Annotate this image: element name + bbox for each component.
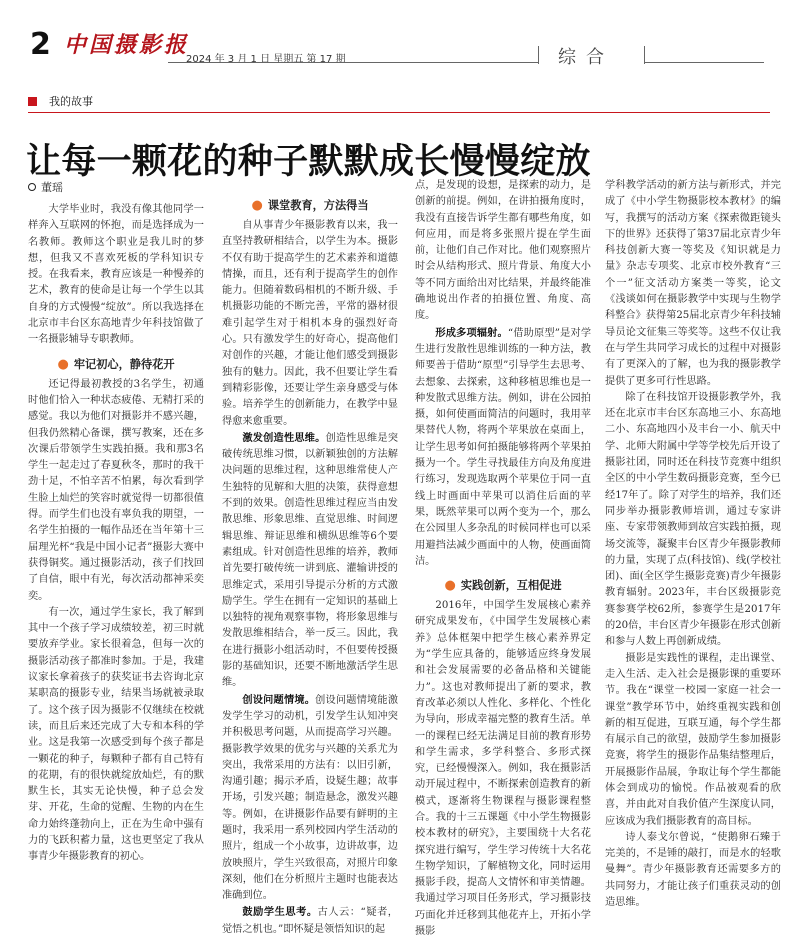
subheading bbox=[222, 197, 398, 213]
paragraph-text: 还记得最初教授的3名学生，初通时他们恰入一种状态疲倦、无精打采的感觉。我以为他们对摄影并不感兴趣，但我仍然精心备课，撰写教案，还在多次课后带领学生实践拍摄。我和那3名学生一起走过了春夏秋冬，那时的我干劲十足，不怕辛苦不怕累，每次看到学生脸上灿烂的笑容时就觉得一切都很值得。而学生们也没有辜负我的期望，一名学生拍摄的一幅作品还在当年第十三届理光杯“我是中国小记者”摄影大赛中获得铜奖。通过摄影活动，孩子们找回了自信，眼中有光，每次活动都神采奕奕。 bbox=[28, 378, 204, 602]
paragraph bbox=[222, 904, 398, 938]
paragraph-text: 除了在科技馆开设摄影教学外，我还在北京市丰台区东高地三小、东高地二小、东高地四小及丰台一小、航天中学、北师大附属中学等学校先后开设了摄影社团，同时还在科技节竞赛中组织全区的中小学生数码摄影竞赛，至今已经17年了。除了对学生的培养，我们还同步举办摄影教师培训，通过专家讲座、专家带领教师到故宫实践拍摄，现场交流等，凝聚丰台区青少年摄影教师的力量，实现了点(科技馆)、线(学校社团)、面(全区学生摄影竞赛)青少年摄影教育辐射。2023年，丰台区级摄影竞赛参赛学校62所，参赛学生是2017年的20倍，丰台区青少年摄影在形式创新和参与人数上再创新成绩。 bbox=[605, 391, 781, 648]
paragraph-lead: 形成多项辐射。 bbox=[435, 326, 508, 339]
tag-square-icon bbox=[28, 97, 37, 106]
newspaper-logo: 中国摄影报 bbox=[64, 32, 190, 58]
subheading-text: 实践创新，互相促进 bbox=[460, 579, 562, 593]
paragraph-text: 学科教学活动的新方法与新形式，并完成了《中小学生物摄影校本教材》的编写，我撰写的活动方案《探索微距镜头下的世界》还获得了第37届北京青少年科技创新大赛一等奖及《知识就是力量》杂志专项奖、北京市校外教育“三个一”征文活动方案类一等奖，论文《浅谈如何在摄影教学中实现与生物学科整合》获得第25届北京青少年科技辅导员论文征集三等奖等。这些不仅让我在与学生共同学习成长的过程中对摄影有了更深入的了解，也为我的摄影教学提供了更多可行性思路。 bbox=[605, 180, 781, 387]
masthead-divider bbox=[644, 46, 645, 64]
paragraph bbox=[222, 692, 398, 905]
author-name: 董瑶 bbox=[41, 181, 63, 194]
author-line bbox=[28, 179, 63, 195]
paragraph-text: 大学毕业时，我没有像其他同学一样奔入互联网的怀抱，而是选择成为一名教师。教师这个职业是我儿时的梦想，但我又不喜欢死板的学科知识专授。在我看来，教育应该是一种慢养的艺术，教育的使命是让每一个学生以其自身的方式慢慢“绽放”。所以我选择在北京市丰台区东高地青少年科技馆做了一名摄影辅导专职教师。 bbox=[28, 204, 204, 346]
subheading-text: 牢记初心，静待花开 bbox=[73, 357, 175, 371]
paragraph-text: 创造性思维是突破传统思维习惯，以新颖独创的方法解决问题的思维过程，这种思维常使人产生独特的见解和大胆的决策，获得意想不到的效果。创造性思维过程应当由发散思维、形象思维、直觉思维、时间逻辑思维、辩证思维和横纵思维等6个要素组成。针对创造性思维的培养，教师首先要打破传统一讲到底、灌输讲授的思维定式，采用引导提示分析的方式激励学生。学生在拥有一定知识的基础上以独特的视角观察事物，将形象思维与发散思维相结合，举一反三。因此，我在进行摄影小组活动时，不但要传授摄影的基础知识，还要不断地激活学生思维。 bbox=[222, 432, 399, 689]
paragraph-lead: 创设问题情境。 bbox=[242, 693, 316, 706]
article-column-4 bbox=[605, 178, 781, 909]
bullet-dot-icon: ● bbox=[57, 356, 69, 372]
paragraph bbox=[28, 605, 204, 866]
paragraph-text: 摄影是实践性的课程，走出课堂、走入生活、走入社会是摄影课的重要环节。我在“课堂一校园一家庭一社会一课堂”教学环节中，始终重视实践和创新的相互促进，互联互通，每个学生都有展示自己的欲望，鼓励学生参加摄影竞赛，将学生的摄影作品集结整理后，开展摄影作品展，争取让每个学生都能体会到成功的愉悦。作品被观看的欣喜，并由此对自我价值产生深度认同，应该成为我们摄影教育的高目标。 bbox=[605, 652, 781, 827]
masthead-divider bbox=[538, 46, 539, 64]
paragraph bbox=[222, 430, 398, 692]
paragraph bbox=[605, 651, 781, 830]
subheading bbox=[28, 356, 204, 372]
paragraph bbox=[415, 178, 591, 325]
paragraph bbox=[28, 377, 204, 605]
story-tag-label: 我的故事 bbox=[49, 95, 93, 108]
paragraph-lead: 激发创造性思维。 bbox=[242, 431, 326, 444]
headline: 让每一颗花的种子默默成长慢慢绽放 bbox=[26, 142, 591, 183]
paragraph bbox=[415, 598, 591, 940]
dateline: 2024 年 3 月 1 日 星期五 第 17 期 bbox=[186, 54, 346, 65]
story-tag bbox=[28, 93, 93, 109]
article-column-3 bbox=[415, 178, 592, 938]
paragraph-text: 2016年，中国学生发展核心素养研究成果发布，《中国学生发展核心素养》总体框架中把学生核心素养界定为“学生应具备的，能够适应终身发展和社会发展需要的必备品格和关键能力”。这也对教师提出了新的要求，教育改革必须以人性化、多样化、个性化为导向，形成幸福完整的教育生活。单一的课程已经无法满足目前的教育形势和学生需求，多学科整合、多形式探究，已经慢慢深入。例如，我在摄影活动开展过程中，不断探索创造教育的新模式，逐渐将生物课程与摄影课程整合。我的十三五课题《中小学生物摄影校本教材的研究》，主要围绕十大名花探究进行编写，学生学习传统十大名花生物学知识，了解植物文化，同时运用摄影手段，提高人文情怀和审美情趣。我通过学习项目任务形式，学习摄影技巧面化并迁移到其他花卉上，开拓小学摄影 bbox=[415, 600, 591, 938]
paragraph bbox=[605, 390, 781, 651]
bullet-dot-icon: ● bbox=[251, 198, 263, 213]
author-ring-icon bbox=[28, 183, 36, 191]
paragraph-text: 有一次，通过学生家长，我了解到其中一个孩子学习成绩较差，初三时就要放弃学业。家长很着急，但每一次的摄影活动孩子都准时参加。于是，我建议家长拿着孩子的获奖证书去咨询北京某职高的摄影专业，结果当场就被录取了。这个孩子因为摄影不仅继续在校就读，而且后来还完成了大专和本科的学业。这是我第一次感受到每个孩子都是一颗花的种子，每颗种子都有自己特有的花期，有的很快就绽放灿烂，有的默默生长，其实无论快慢，种子总会发芽、开花，生命的觉醒、生物的内在生命力始终蓬勃向上，正在为生命中强有力的飞跃积蓄力量，这也更坚定了我从事青少年摄影教育的初心。 bbox=[28, 606, 204, 863]
bullet-dot-icon: ● bbox=[444, 578, 456, 594]
paragraph-text: 自从事青少年摄影教育以来，我一直坚持教研相结合，以学生为本。摄影不仅有助于提高学生的艺术素养和道德情操，而且，还有利于提高学生的创作能力。但随着数码相机的不断升级、手机摄影功能的不断完善，平常的器材很难引起学生对于相机本身的强烈好奇心。只有激发学生的好奇心，提高他们对创作的兴趣，才能让他们感受到摄影独有的魅力。因此，我不但要让学生看到精彩影像，还要让学生亲身感受与体验。培养学生的创新能力，在教学中显得愈来愈重要。 bbox=[222, 220, 398, 427]
paragraph bbox=[605, 178, 781, 390]
article-column-2 bbox=[222, 190, 399, 935]
page-number: 2 bbox=[30, 27, 51, 62]
subheading bbox=[415, 577, 591, 593]
subheading-text: 课堂教育，方法得当 bbox=[267, 199, 369, 212]
masthead-rule bbox=[168, 62, 538, 63]
paragraph bbox=[415, 325, 591, 570]
paragraph-text: 创设问题情境能激发学生学习的动机，引发学生认知冲突并积极思考问题，从而提高学习兴趣。摄影教学效果的优劣与兴趣的关系尤为突出，我常采用的方法有：以旧引新，沟通引趣；揭示矛盾，设疑生趣；故事开场，引发兴趣；制造悬念，激发兴趣等。例如，在讲摄影作品要有鲜明的主题时，我采用一系列校园内学生活动的照片，组成一个小故事，边讲故事，边放映照片，学生兴致很高，对照片印象深刻，他们在分析照片主题时也能表达准确到位。 bbox=[222, 694, 399, 902]
tag-rule bbox=[28, 112, 770, 113]
paragraph bbox=[605, 830, 781, 911]
section-label: 综合 bbox=[558, 47, 614, 68]
masthead-rule bbox=[644, 62, 764, 63]
article-column-1 bbox=[28, 202, 204, 863]
masthead bbox=[0, 0, 795, 66]
paragraph-text: 点，是发现的设想，是探索的动力，是创新的前提。例如，在讲拍摄角度时，我没有直接告诉学生都有哪些角度，如何应用，而是将多张照片提在学生面前，让他们自己作对比。他们观察照片时会从结构形式、照片背景、角度大小等不同方面给出对比结果，并最终能准确地说出作者的拍摄位置、角度、高度。 bbox=[415, 180, 591, 322]
paragraph-lead: 鼓励学生思考。 bbox=[242, 906, 318, 919]
paragraph bbox=[28, 202, 204, 349]
paragraph-text: 诗人泰戈尔曾说，“使鹅卵石臻于完美的，不是锤的敲打，而是水的轻歌曼舞”。青少年摄影教育还需要多方的共同努力，才能让孩子们重获灵动的创造思维。 bbox=[605, 831, 781, 909]
paragraph-text: 古人云：“疑者，觉悟之机也。”即怀疑是领悟知识的起 bbox=[222, 907, 398, 935]
paragraph-text: “借助原型”是对学生进行发散性思维训练的一种方法，教师要善于借助“原型”引导学生去思考、去想象、去探索，这种移植思维也是一种发散式思维方法。例如，讲在公园拍摄，如何使画面简洁的问题时，我用苹果替代人物，将两个苹果放在桌面上，让学生思考如何拍摄能够将两个苹果拍摄为一个。学生寻找最佳方向及角度进行练习，发现选取两个苹果位于同一直线上时画面中苹果可以消住后面的苹果，既然苹果可以两个变为一个，那么在公园里人多杂乱的时候同样也可以采用避挡法减少画面中的人物，使画面简洁。 bbox=[415, 327, 592, 567]
paragraph bbox=[222, 218, 398, 430]
